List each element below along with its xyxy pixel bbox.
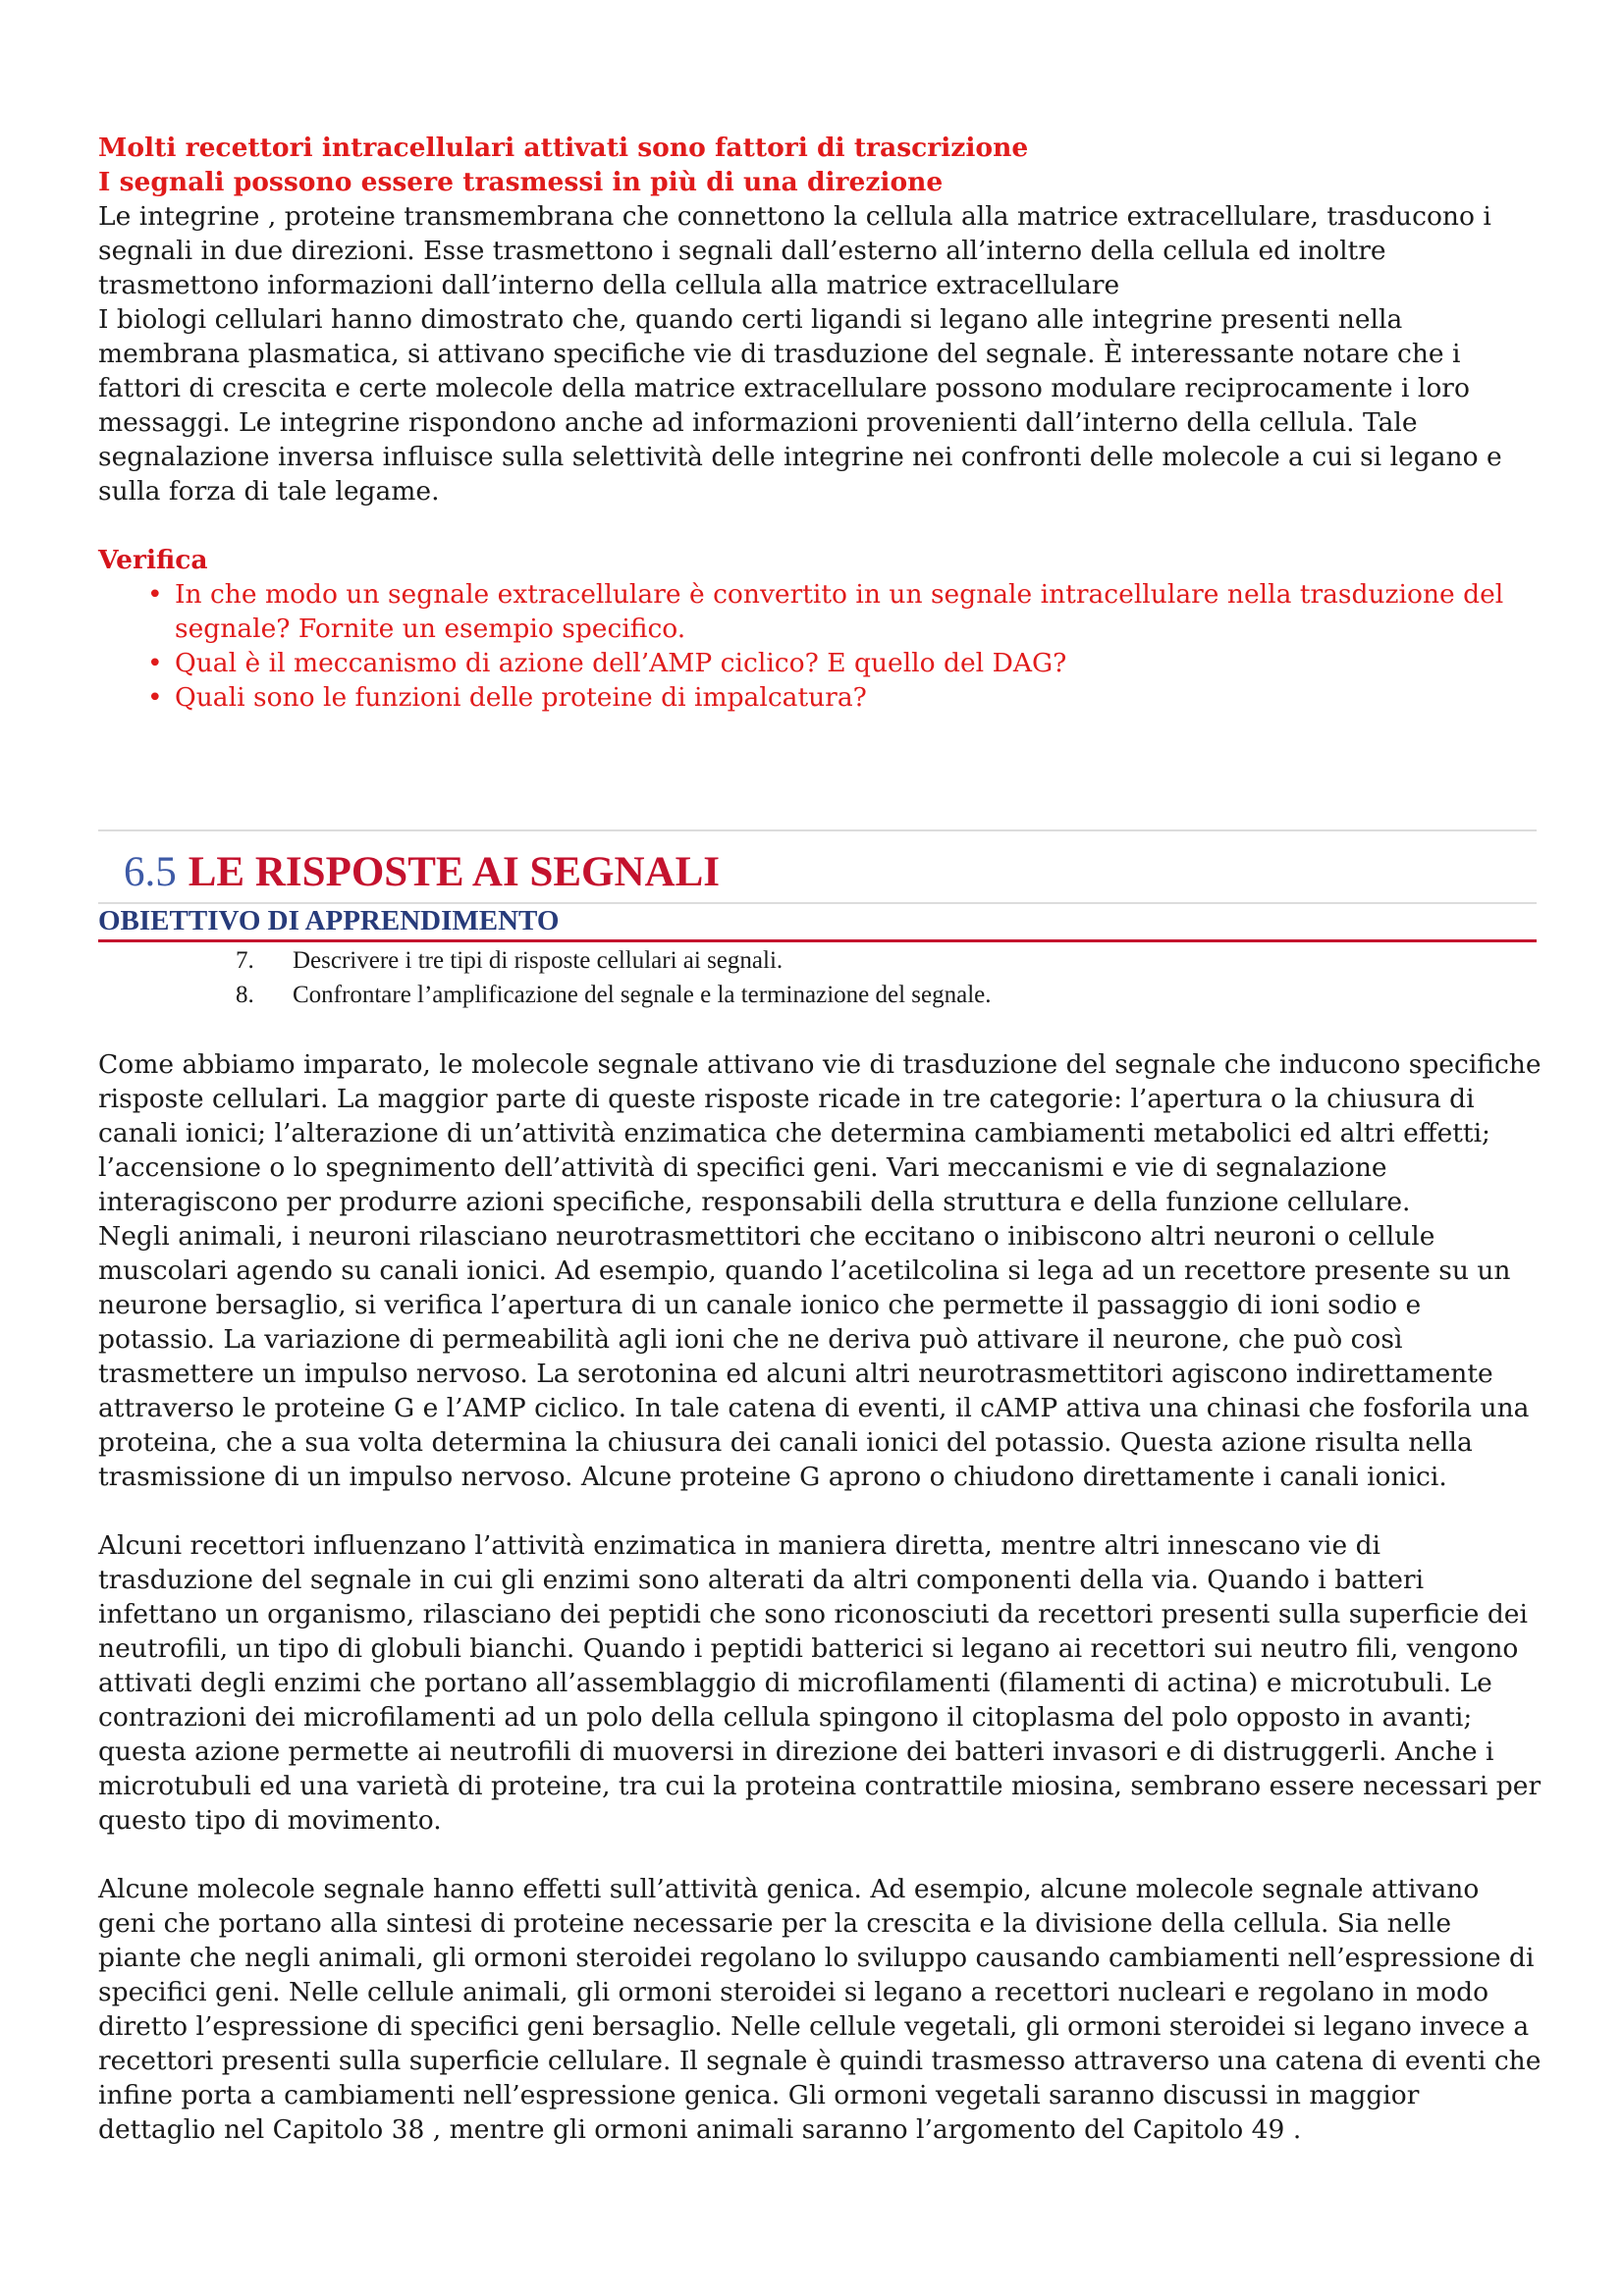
heading-intracellular-receptors: Molti recettori intracellulari attivati sono fattori di trascrizione — [98, 133, 1029, 163]
section-body — [98, 1047, 1542, 2147]
section-divider-top — [98, 829, 1537, 831]
objective-item — [236, 978, 992, 1012]
objective-divider — [98, 939, 1537, 942]
section-name: LE RISPOSTE AI SEGNALI — [188, 849, 721, 895]
paragraph-response-categories: Come abbiamo imparato, le molecole segnale attivano vie di trasduzione del segnale che inducono specifiche risposte cellulari. La maggior parte di queste risposte ricade in tre categorie: l’apertura o la chiusura di canali ionici; l’alterazione di un’attività enzimatica che determina cambiamenti metabolici ed altri effetti; l’accensione o lo spegnimento dell’attività di specifici geni. Vari meccanismi e vie di segnalazione interagiscono per produrre azioni specifiche, responsabili della struttura e della funzione cellulare. — [98, 1049, 1542, 1217]
objective-number: 8. — [236, 982, 254, 1008]
verifica-question: • In che modo un segnale extracellulare è convertito in un segnale intracellulare nella trasduzione del segnale? Fornite un esempio specifico. — [147, 577, 1542, 646]
verifica-question: • Qual è il meccanismo di azione dell’AMP ciclico? E quello del DAG? — [147, 646, 1542, 680]
paragraph-gene-activity: Alcune molecole segnale hanno effetti sull’attività genica. Ad esempio, alcune molecole segnale attivano geni che portano alla sintesi di proteine necessarie per la crescita e la divisione della cellula. Sia nelle piante che negli animali, gli ormoni steroidei regolano lo sviluppo causando cambiamenti nell’espressione di specifici geni. Nelle cellule animali, gli ormoni steroidei si legano a recettori nucleari e regolano in modo diretto l’espressione di specifici geni bersaglio. Nelle cellule vegetali, gli ormoni steroidei si legano invece a recettori presenti sulla superficie cellulare. Il segnale è quindi trasmesso attraverso una catena di eventi che infine porta a cambiamenti nell’espressione genica. Gli ormoni vegetali saranno discussi in maggior dettaglio nel Capitolo 38 , mentre gli ormoni animali saranno l’argomento del Capitolo 49 . — [98, 1874, 1542, 2145]
paragraph-integrins: Le integrine , proteine transmembrana che connettono la cellula alla matrice extracellulare, trasducono i segnali in due direzioni. Esse trasmettono i segnali dall’esterno all’interno della cellula ed inoltre trasmettono informazioni dall’interno della cellula alla matrice extracellulare — [98, 201, 1491, 300]
objective-list — [236, 943, 992, 1012]
verifica-heading: Verifica — [98, 545, 208, 575]
heading-signal-directions: I segnali possono essere trasmessi in più di una direzione — [98, 167, 944, 197]
objective-text: Confrontare l’amplificazione del segnale e la terminazione del segnale. — [293, 982, 992, 1008]
verifica-question: • Quali sono le funzioni delle proteine di impalcatura? — [147, 680, 1542, 715]
paragraph-integrin-signaling: I biologi cellulari hanno dimostrato che, quando certi ligandi si legano alle integrine presenti nella membrana plasmatica, si attivano specifiche vie di trasduzione del segnale. È interessante notare che i fattori di crescita e certe molecole della matrice extracellulare possono modulare reciprocamente i loro messaggi. Le integrine rispondono anche ad informazioni provenienti dall’interno della cellula. Tale segnalazione inversa influisce sulla selettività delle integrine nei confronti delle molecole a cui si legano e sulla forza di tale legame. — [98, 304, 1502, 507]
objective-item — [236, 943, 992, 978]
objective-heading: OBIETTIVO DI APPRENDIMENTO — [98, 905, 560, 936]
section-title — [124, 845, 720, 900]
section-number: 6.5 — [124, 849, 177, 895]
objective-text: Descrivere i tre tipi di risposte cellulari ai segnali. — [293, 947, 784, 974]
top-content — [98, 131, 1542, 715]
verifica-question-list — [98, 577, 1542, 715]
objective-number: 7. — [236, 947, 254, 974]
paragraph-enzyme-activity: Alcuni recettori influenzano l’attività enzimatica in maniera diretta, mentre altri innescano vie di trasduzione del segnale in cui gli enzimi sono alterati da altri componenti della via. Quando i batteri infettano un organismo, rilasciano dei peptidi che sono riconosciuti da recettori presenti sulla superficie dei neutrofili, un tipo di globuli bianchi. Quando i peptidi batterici si legano ai recettori sui neutro fili, vengono attivati degli enzimi che portano all’assemblaggio di microfilamenti (filamenti di actina) e microtubuli. Le contrazioni dei microfilamenti ad un polo della cellula spingono il citoplasma del polo opposto in avanti; questa azione permette ai neutrofili di muoversi in direzione dei batteri invasori e di distruggerli. Anche i microtubuli ed una varietà di proteine, tra cui la proteina contrattile miosina, sembrano essere necessari per questo tipo di movimento. — [98, 1530, 1542, 1836]
paragraph-neurons: Negli animali, i neuroni rilasciano neurotrasmettitori che eccitano o inibiscono altri neuroni o cellule muscolari agendo su canali ionici. Ad esempio, quando l’acetilcolina si lega ad un recettore presente su un neurone bersaglio, si verifica l’apertura di un canale ionico che permette il passaggio di ioni sodio e potassio. La variazione di permeabilità agli ioni che ne deriva può attivare il neurone, che può così trasmettere un impulso nervoso. La serotonina ed alcuni altri neurotrasmettitori agiscono indirettamente attraverso le proteine G e l’AMP ciclico. In tale catena di eventi, il cAMP attiva una chinasi che fosforila una proteina, che a sua volta determina la chiusura dei canali ionici del potassio. Questa azione risulta nella trasmissione di un impulso nervoso. Alcune proteine G aprono o chiudono direttamente i canali ionici. — [98, 1221, 1530, 1492]
